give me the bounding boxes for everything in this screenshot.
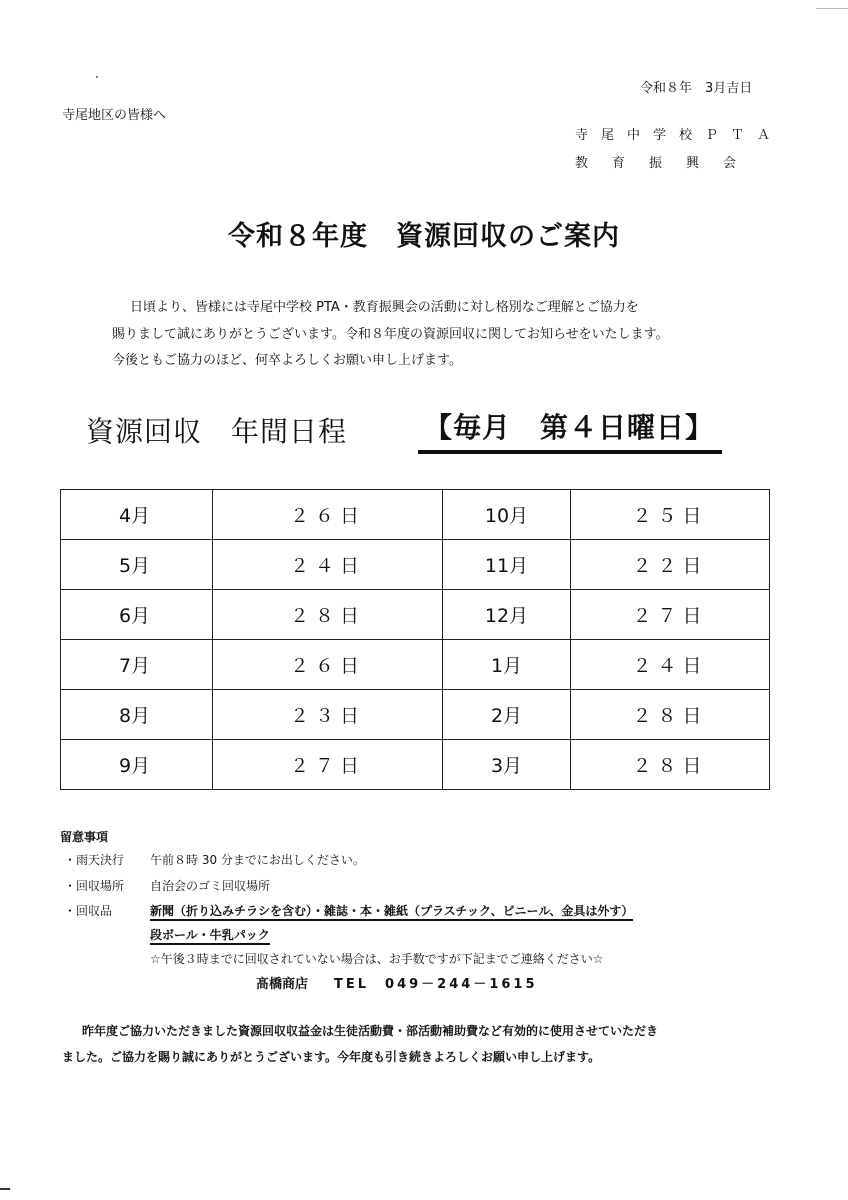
- day-cell: ２４日: [213, 540, 443, 590]
- day-cell: ２６日: [213, 490, 443, 540]
- schedule-table: [60, 489, 770, 790]
- day-cell: ２３日: [213, 690, 443, 740]
- recipient: 寺尾地区の皆様へ: [62, 108, 167, 123]
- day-cell: ２４日: [571, 640, 770, 690]
- table-row: [61, 640, 770, 690]
- scan-edge-mark: [816, 0, 848, 9]
- closing-line: 昨年度ご協力いただきました資源回収収益金は生徒活動費・部活動補助費など有効的に使用させていただき: [82, 1024, 659, 1038]
- day-cell: ２８日: [571, 690, 770, 740]
- scan-speck: [96, 76, 98, 78]
- document-title: 令和８年度 資源回収のご案内: [228, 221, 620, 252]
- month-cell: 8月: [61, 690, 213, 740]
- month-cell: 10月: [443, 490, 571, 540]
- day-cell: ２６日: [213, 640, 443, 690]
- contact-name: 髙橋商店: [256, 977, 309, 992]
- day-cell: ２７日: [213, 740, 443, 790]
- note-label-rain: ・雨天決行: [64, 853, 125, 867]
- intro-line: 今後ともご協力のほど、何卒よろしくお願い申し上げます。: [112, 353, 462, 368]
- contact-line: [256, 973, 538, 992]
- month-cell: 1月: [443, 640, 571, 690]
- note-value-items-2: [150, 926, 270, 943]
- month-cell: 3月: [443, 740, 571, 790]
- table-row: [61, 490, 770, 540]
- month-cell: 11月: [443, 540, 571, 590]
- intro-line: 賜りまして誠にありがとうございます。令和８年度の資源回収に関してお知らせをいたします。: [112, 327, 669, 342]
- table-row: [61, 690, 770, 740]
- month-cell: 7月: [61, 640, 213, 690]
- scan-speck: [0, 1188, 10, 1190]
- month-cell: 4月: [61, 490, 213, 540]
- contact-phone: TEL 049－244－1615: [334, 977, 538, 992]
- note-label-items: ・回収品: [64, 904, 113, 918]
- issue-date: 令和８年 3月吉日: [640, 81, 753, 96]
- month-cell: 5月: [61, 540, 213, 590]
- note-value-place: 自治会のゴミ回収場所: [150, 879, 271, 893]
- closing-line: ました。ご協力を賜り誠にありがとうございます。今年度も引き続きよろしくお願い申し上げます。: [62, 1050, 601, 1064]
- contact-note: ☆午後３時までに回収されていない場合は、お手数ですが下記までご連絡ください☆: [150, 952, 604, 966]
- organization-subname: 教育振興会: [575, 156, 761, 171]
- table-row: [61, 540, 770, 590]
- month-cell: 6月: [61, 590, 213, 640]
- note-value-items: [150, 902, 633, 919]
- schedule-highlight: 【毎月 第４日曜日】: [418, 404, 722, 454]
- day-cell: ２５日: [571, 490, 770, 540]
- items-list-2: 段ボール・牛乳パック: [150, 928, 270, 945]
- schedule-label: 資源回収 年間日程: [86, 415, 348, 448]
- month-cell: 2月: [443, 690, 571, 740]
- day-cell: ２８日: [571, 740, 770, 790]
- table-row: [61, 590, 770, 640]
- month-cell: 9月: [61, 740, 213, 790]
- organization-name: 寺尾中学校ＰＴＡ: [575, 128, 784, 143]
- month-cell: 12月: [443, 590, 571, 640]
- items-list: 新聞（折り込みチラシを含む）・雑誌・本・雑紙（プラスチック、ビニール、金具は外す）: [150, 904, 633, 921]
- notes-heading: 留意事項: [60, 830, 109, 844]
- day-cell: ２７日: [571, 590, 770, 640]
- day-cell: ２２日: [571, 540, 770, 590]
- note-value-rain: 午前８時 30 分までにお出しください。: [150, 853, 365, 867]
- table-row: [61, 740, 770, 790]
- day-cell: ２８日: [213, 590, 443, 640]
- note-label-place: ・回収場所: [64, 879, 125, 893]
- intro-line: 日頃より、皆様には寺尾中学校 PTA・教育振興会の活動に対し格別なご理解とご協力を: [130, 300, 639, 315]
